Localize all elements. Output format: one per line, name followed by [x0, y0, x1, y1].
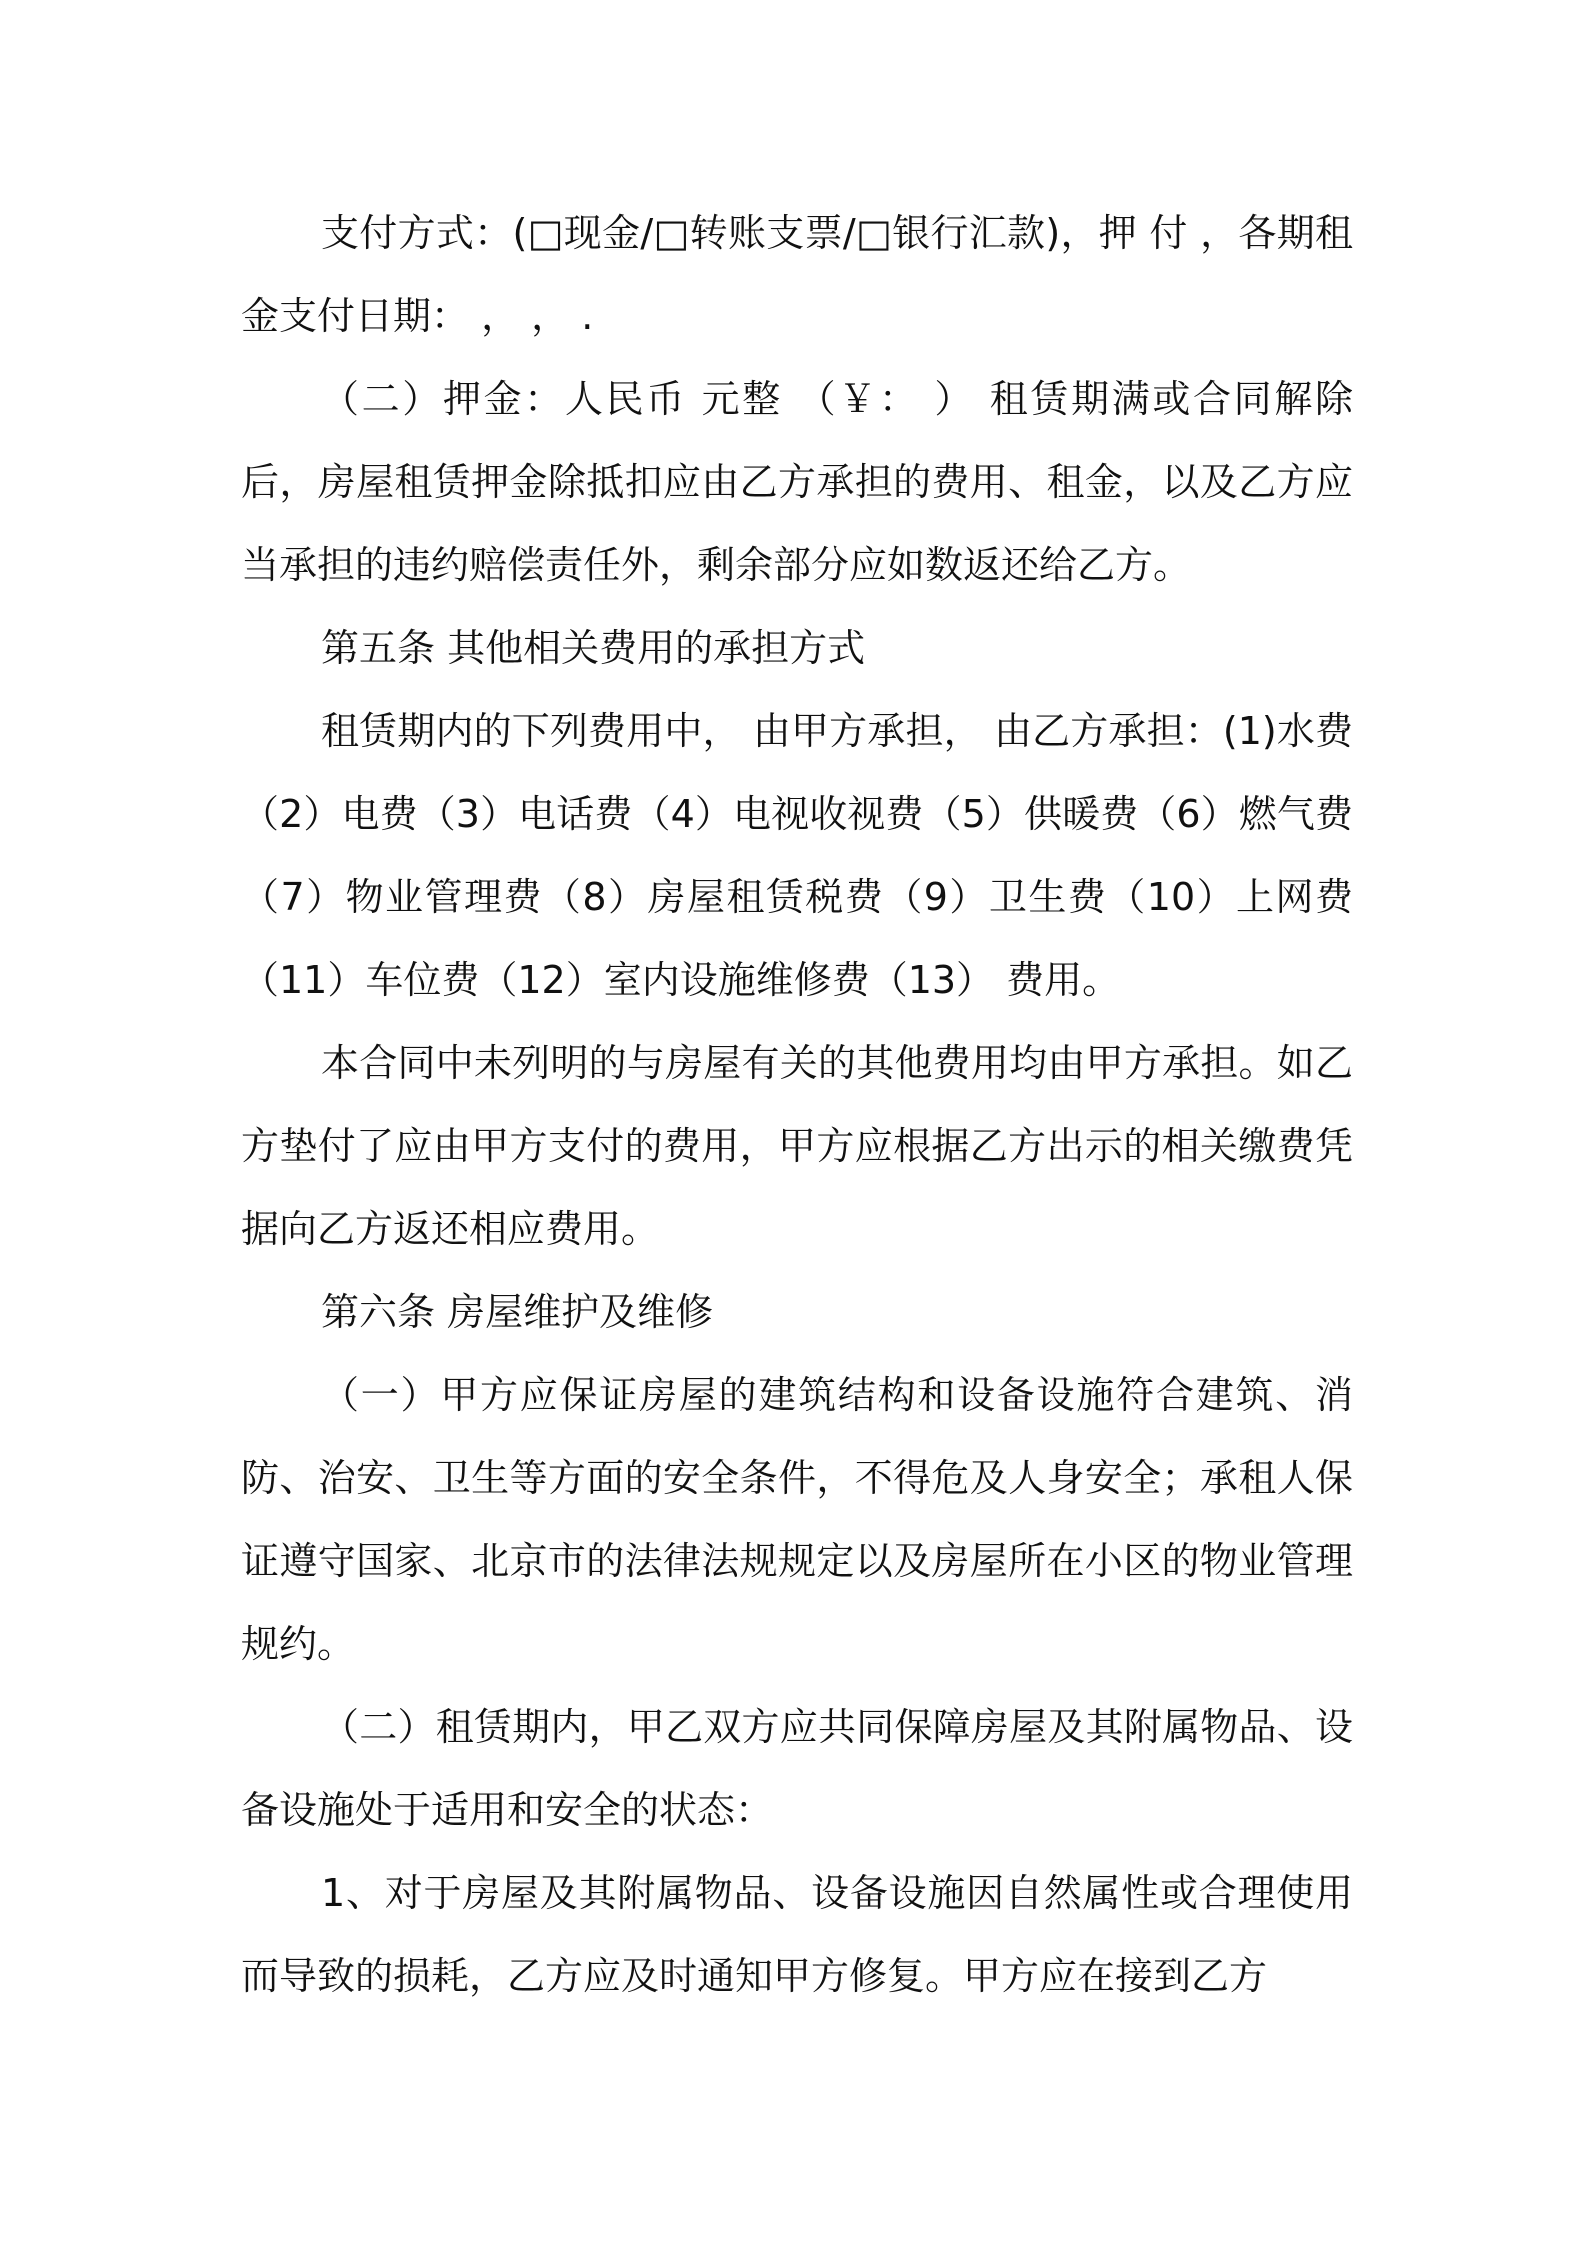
deposit-paragraph: （二）押金：人民币 元整 （￥： ） 租赁期满或合同解除后，房屋租赁押金除抵扣应由乙方承担的费用、租金，以及乙方应当承担的违约赔偿责任外，剩余部分应如数返还给乙方。 [241, 377, 1353, 587]
document-body [241, 192, 1353, 2018]
wear-repair-paragraph: 1、对于房屋及其附属物品、设备设施因自然属性或合理使用而导致的损耗，乙方应及时通知甲方修复。甲方应在接到乙方 [241, 1871, 1353, 1998]
other-fees-paragraph: 本合同中未列明的与房屋有关的其他费用均由甲方承担。如乙方垫付了应由甲方支付的费用，甲方应根据乙方出示的相关缴费凭据向乙方返还相应费用。 [241, 1041, 1353, 1251]
article-five-heading: 第五条 其他相关费用的承担方式 [321, 626, 866, 670]
article-six-heading: 第六条 房屋维护及维修 [321, 1290, 714, 1334]
fees-list-paragraph: 租赁期内的下列费用中， 由甲方承担， 由乙方承担：(1)水费（2）电费（3）电话费（4）电视收视费（5）供暖费（6）燃气费（7）物业管理费（8）房屋租赁税费（9）卫生费（10）上网费（11）车位费（12）室内设施维修费（13） 费用。 [241, 709, 1353, 1002]
payment-method-paragraph: 支付方式：(□现金/□转账支票/□银行汇款)，押 付 ，各期租金支付日期： ， ， . [241, 211, 1353, 338]
safety-conditions-paragraph: （一）甲方应保证房屋的建筑结构和设备设施符合建筑、消防、治安、卫生等方面的安全条件，不得危及人身安全；承租人保证遵守国家、北京市的法律法规规定以及房屋所在小区的物业管理规约。 [241, 1373, 1353, 1666]
joint-maintenance-paragraph: （二）租赁期内，甲乙双方应共同保障房屋及其附属物品、设备设施处于适用和安全的状态： [241, 1705, 1353, 1832]
